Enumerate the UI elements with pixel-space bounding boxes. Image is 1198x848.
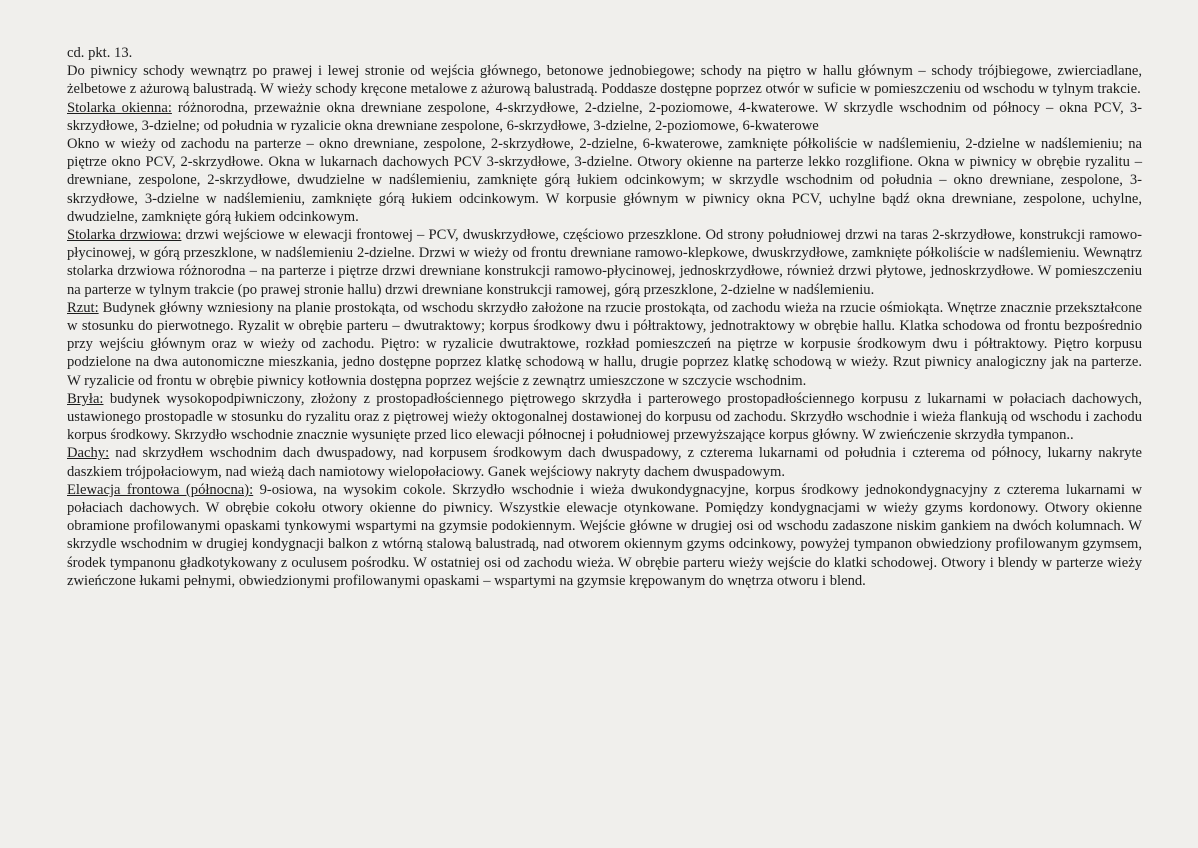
section-label: Stolarka okienna: — [67, 99, 172, 116]
section-window-joinery-continued — [67, 135, 1142, 226]
section-massing — [67, 390, 1142, 445]
section-label: Rzut: — [67, 299, 99, 316]
section-window-joinery — [67, 99, 1142, 135]
section-text: Budynek główny wzniesiony na planie prostokąta, od wschodu skrzydło założone na rzucie prostokąta, od zachodu wieża na rzucie ośmiokąta. Wnętrze znacznie przekształcone w stosunku do pierwotnego. Ryzalit w obrębie parteru – dwutraktowy; korpus środkowy dwu i półtraktowy, jednotraktowy w obrębie hallu. Klatka schodowa od frontu bezpośrednio przy wejściu głównym oraz w wieży od zachodu. Piętro: w ryzalicie dwutraktowe, rozkład pomieszczeń na piętrze w korpusie środkowym dwu i półtraktowy. Piętro korpusu podzielone na dwa autonomiczne mieszkania, jedno dostępne poprzez klatkę schodową w hallu, drugie poprzez klatkę schodową w wieży. Rzut piwnicy analogiczny jak na parterze. W ryzalicie od frontu w obrębie piwnicy kotłownia dostępna poprzez wejście z zewnątrz umieszczone w szczycie wschodnim. — [67, 299, 1142, 389]
section-text: nad skrzydłem wschodnim dach dwuspadowy, nad korpusem środkowym dach dwuspadowy, z czterema lukarnami od południa i czterema od północy, lukarny nakryte daszkiem trójpołaciowym, nad wieżą dach namiotowy wielopołaciowy. Ganek wejściowy nakryty dachem dwuspadowym. — [67, 445, 1142, 480]
section-front-elevation — [67, 481, 1142, 590]
section-text: Okno w wieży od zachodu na parterze – okno drewniane, zespolone, 2-skrzydłowe, 2-dzielne, 6-kwaterowe, zamknięte półkoliście w nadślemieniu, 2-dzielne w nadślemieniu; na piętrze okno PCV, 2-skrzydłowe. Okna w lukarnach dachowych PCV 3-skrzydłowe, 3-dzielne. Otwory okienne na parterze lekko rozglifione. Okna w piwnicy w obrębie ryzalitu – drewniane, zespolone, 2-skrzydłowe, dwudzielne w nadślemieniu, zamknięte górą łukiem odcinkowym; w skrzydle wschodnim od południa – okno drewniane, zespolone, 3-skrzydłowe, 3-dzielne w nadślemieniu, zamknięte górą łukiem odcinkowym. W korpusie głównym w piwnicy okna PCV, uchylne bądź okna drewniane, zespolone, uchylne, dwudzielne, zamknięte górą łukiem odcinkowym. — [67, 136, 1142, 225]
document-header: cd. pkt. 13. — [67, 45, 133, 61]
section-roofs — [67, 444, 1142, 480]
section-floor-plan — [67, 299, 1142, 390]
section-text: drzwi wejściowe w elewacji frontowej – PCV, dwuskrzydłowe, częściowo przeszklone. Od strony południowej drzwi na taras 2-skrzydłowe, konstrukcji ramowo-płycinowej, w górą przeszklone, w nadślemieniu 2-dzielne. Drzwi w wieży od frontu drewniane ramowo-klepkowe, dwuskrzydłowe, zamknięte półkoliście w nadślemieniu. Wewnątrz stolarka drzwiowa różnorodna – na parterze i piętrze drzwi drewniane konstrukcji ramowo-płycinowej, jednoskrzydłowe, również drzwi płytowe, jednoskrzydłowe. W pomieszczeniu na parterze w tylnym trakcie (po prawej stronie hallu) drzwi drewniane konstrukcji ramowej, górą przeszklone, 2-dzielne w nadślemieniu. — [67, 227, 1142, 298]
intro-paragraph: Do piwnicy schody wewnątrz po prawej i lewej stronie od wejścia głównego, betonowe jednobiegowe; schody na piętro w hallu głównym – schody trójbiegowe, zwierciadlane, żelbetowe z ażurową balustradą. W wieży schody kręcone metalowe z ażurową balustradą. Poddasze dostępne poprzez otwór w suficie w pomieszczeniu od wschodu w tylnym trakcie. — [67, 63, 1142, 98]
section-door-joinery — [67, 226, 1142, 299]
section-label: Bryła: — [67, 390, 104, 407]
section-label: Elewacja frontowa (północna): — [67, 481, 254, 498]
section-text: różnorodna, przeważnie okna drewniane zespolone, 4-skrzydłowe, 2-dzielne, 2-poziomowe, 4-kwaterowe. W skrzydle wschodnim od północy – okna PCV, 3-skrzydłowe, 3-dzielne; od południa w ryzalicie okna drewniane zespolone, 6-skrzydłowe, 3-dzielne, 2-poziomowe, 6-kwaterowe — [67, 99, 1142, 134]
section-text: budynek wysokopodpiwniczony, złożony z prostopadłościennego piętrowego skrzydła i parterowego prostopadłościennego korpusu z lukarnami w połaciach dachowych, ustawionego prostopadle w stosunku do ryzalitu oraz z piętrowej wieży oktogonalnej dostawionej do korpusu od zachodu. Skrzydło wschodnie i wieża flankują od wschodu i zachodu korpus środkowy. Skrzydło wschodnie znacznie wysunięte przed lico elewacji północnej i południowej przewyższające korpus główny. W zwieńczenie skrzydła tympanon.. — [67, 390, 1142, 444]
section-label: Stolarka drzwiowa: — [67, 227, 182, 244]
document-body — [67, 44, 1142, 590]
section-label: Dachy: — [67, 445, 110, 462]
section-text: 9-osiowa, na wysokim cokole. Skrzydło wschodnie i wieża dwukondygnacyjne, korpus środkowy jednokondygnacyjny z czterema lukarnami w połaciach dachowych. W obrębie cokołu otwory okienne do piwnicy. Wszystkie elewacje otynkowane. Pomiędzy kondygnacjami w wieży gzyms kordonowy. Otwory okienne obramione profilowanymi opaskami tynkowymi wspartymi na gzymsie podokiennym. Wejście główne w drugiej osi od wschodu zadaszone niskim gankiem na dwóch kolumnach. W skrzydle wschodnim w drugiej kondygnacji balkon z wtórną stalową balustradą, nad otworem okiennym gzyms odcinkowy, powyżej tympanon obwiedziony profilowanym gzymsem, środek tympanonu gładkotykowany z oculusem pośrodku. W ostatniej osi od zachodu wieża. W obrębie parteru wieży wejście do klatki schodowej. Otwory i blendy w parterze wieży zwieńczone łukami pełnymi, obwiedzionymi profilowanymi opaskami – wspartymi na gzymsie krępowanym do wnętrza otworu i blend. — [67, 481, 1142, 589]
